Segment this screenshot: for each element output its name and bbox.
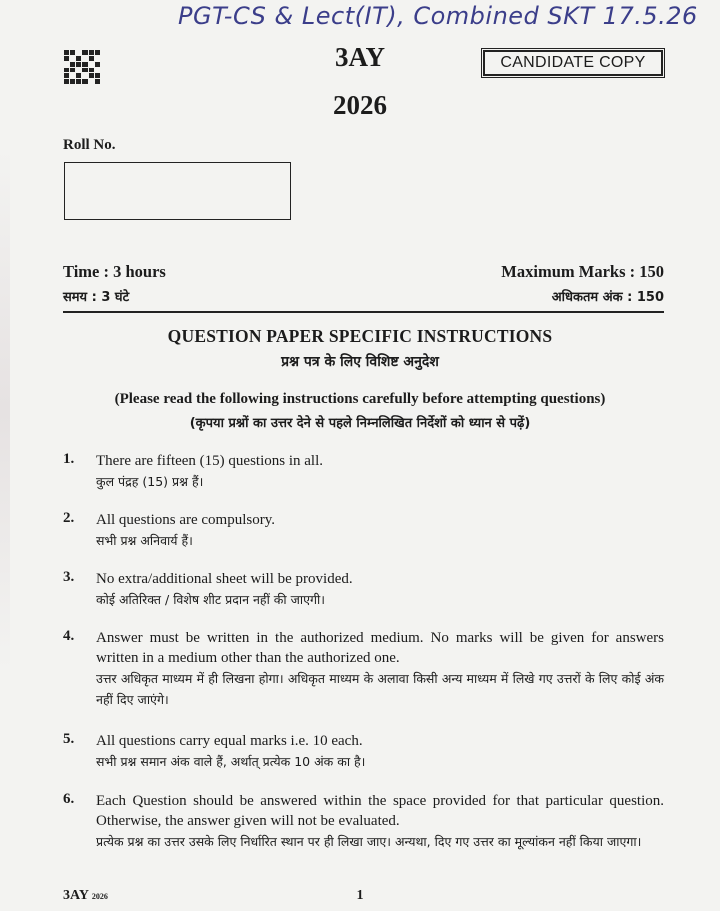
max-marks-label: Maximum Marks : 150 xyxy=(501,262,664,281)
instruction-number: 1. xyxy=(63,451,75,467)
instruction-text: Each Question should be answered within the space provided for that particular question. Otherwise, the answer given will not be evaluated. xyxy=(96,793,664,829)
instruction-text-hindi: उत्तर अधिकृत माध्यम में ही लिखना होगा। अधिकृत माध्यम के अलावा किसी अन्य माध्यम में लिखे गए उत्तरों के लिए कोई अंक नहीं दिए जाएंगे। xyxy=(96,671,664,707)
time-label: Time : 3 hours xyxy=(63,262,166,281)
paper-year: 2026 xyxy=(333,90,387,120)
instruction-text: All questions carry equal marks i.e. 10 each. xyxy=(96,733,363,749)
read-note-hindi: (कृपया प्रश्नों का उत्तर देने से पहले निम्नलिखित निर्देशों को ध्यान से पढ़ें) xyxy=(189,416,531,431)
footer-year: 2026 xyxy=(91,892,108,901)
max-marks-label-hindi: अधिकतम अंक : 150 xyxy=(551,290,664,305)
instruction-text: All questions are compulsory. xyxy=(96,512,275,528)
instructions-heading-hindi: प्रश्न पत्र के लिए विशिष्ट अनुदेश xyxy=(281,354,439,370)
read-note: (Please read the following instructions carefully before attempting questions) xyxy=(114,391,606,407)
roll-no-label: Roll No. xyxy=(63,137,116,153)
candidate-copy-badge: CANDIDATE COPY xyxy=(483,50,663,76)
instruction-number: 3. xyxy=(63,569,75,585)
roll-no-box[interactable] xyxy=(64,162,291,220)
instruction-number: 5. xyxy=(63,731,75,747)
footer-code-text: 3AY xyxy=(63,888,89,903)
instruction-text: No extra/additional sheet will be provided. xyxy=(96,571,353,587)
page-number: 1 xyxy=(356,888,364,903)
instruction-text-hindi: प्रत्येक प्रश्न का उत्तर उसके लिए निर्धारित स्थान पर ही लिखा जाए। अन्यथा, दिए गए उत्तर का मूल्यांकन नहीं किया जाएगा। xyxy=(96,834,642,849)
instruction-number: 6. xyxy=(63,791,75,807)
instruction-text: Answer must be written in the authorized medium. No marks will be given for answers written in a medium other than the authorized one. xyxy=(96,630,664,666)
handwritten-note: PGT-CS & Lect(IT), Combined SKT 17.5.26 xyxy=(178,2,698,30)
instruction-text-hindi: सभी प्रश्न अनिवार्य हैं। xyxy=(96,533,193,548)
paper-code: 3AY xyxy=(334,42,386,72)
instruction-text-hindi: कुल पंद्रह (15) प्रश्न हैं। xyxy=(96,474,204,489)
instructions-heading: QUESTION PAPER SPECIFIC INSTRUCTIONS xyxy=(167,326,553,346)
page-edge-shadow xyxy=(0,150,10,670)
instruction-number: 4. xyxy=(63,628,75,644)
instruction-text: There are fifteen (15) questions in all. xyxy=(96,453,323,469)
instruction-number: 2. xyxy=(63,510,75,526)
instruction-text-hindi: कोई अतिरिक्त / विशेष शीट प्रदान नहीं की जाएगी। xyxy=(96,592,326,607)
time-label-hindi: समय : 3 घंटे xyxy=(63,290,130,305)
instruction-text-hindi: सभी प्रश्न समान अंक वाले हैं, अर्थात् प्रत्येक 10 अंक का है। xyxy=(96,754,366,769)
divider xyxy=(63,311,664,313)
